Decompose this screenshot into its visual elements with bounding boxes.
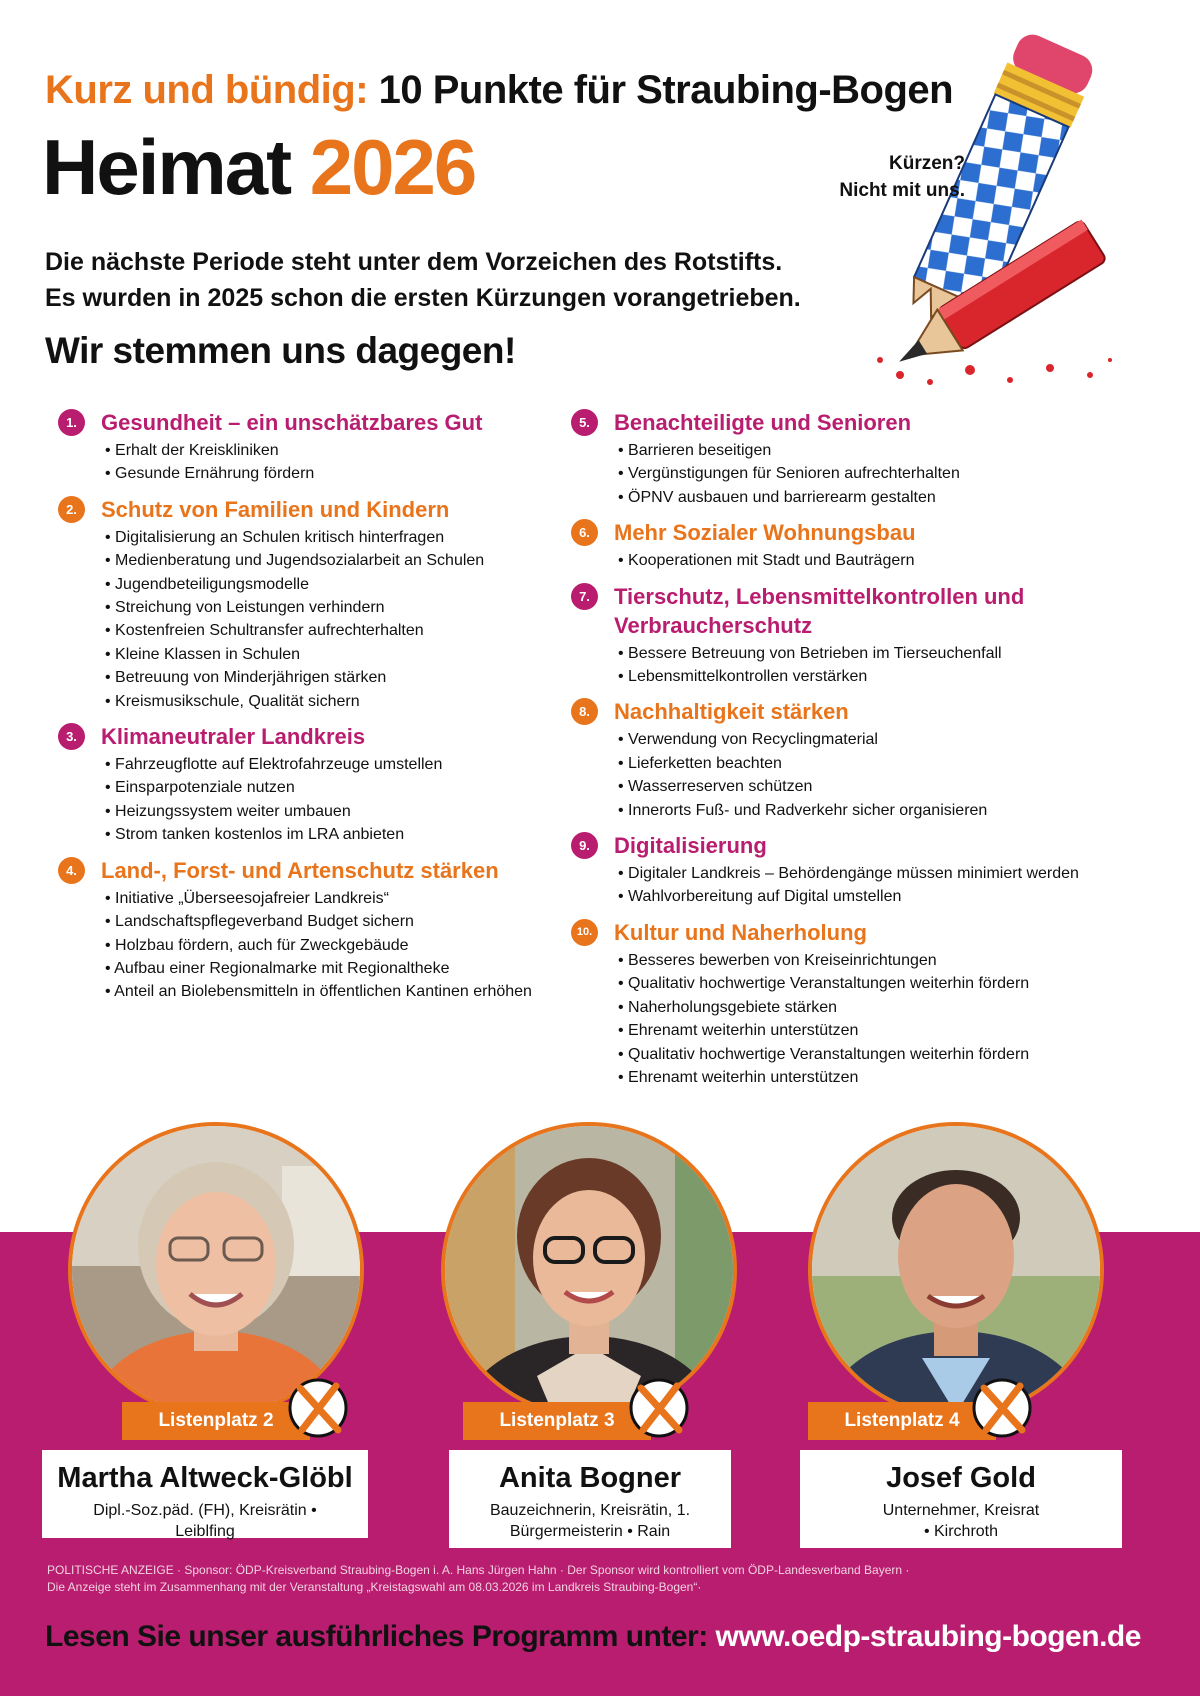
program-point xyxy=(571,697,1131,822)
program-point xyxy=(58,495,598,713)
point-item: • Erhalt der Kreiskliniken xyxy=(105,439,598,462)
program-point xyxy=(571,831,1131,909)
program-point-header xyxy=(571,831,1131,860)
point-title: Land-, Forst- und Artenschutz stärken xyxy=(101,857,499,883)
point-number-badge: 8. xyxy=(571,698,598,725)
point-item: • Betreuung von Minderjährigen stärken xyxy=(105,666,598,689)
legal-notice xyxy=(47,1562,1157,1596)
points-column-right xyxy=(571,408,1131,1098)
program-point-header xyxy=(571,408,1131,437)
point-number-badge: 1. xyxy=(58,409,85,436)
point-title: Nachhaltigkeit stärken xyxy=(614,699,849,725)
point-item-list xyxy=(618,439,1131,509)
program-point xyxy=(571,918,1131,1089)
point-number-badge: 7. xyxy=(571,583,598,610)
point-number-badge: 10. xyxy=(571,919,598,946)
point-item: • Anteil an Biolebensmitteln in öffentlichen Kantinen erhöhen xyxy=(105,980,598,1003)
point-item: • Innerorts Fuß- und Radverkehr sicher organisieren xyxy=(618,799,1131,822)
point-item: • Lebensmittelkontrollen verstärken xyxy=(618,665,1131,688)
candidate-photo xyxy=(441,1122,737,1418)
point-number-badge: 4. xyxy=(58,857,85,884)
point-item: • Kooperationen mit Stadt und Bauträgern xyxy=(618,549,1131,572)
program-point-header xyxy=(571,697,1131,726)
program-point xyxy=(571,408,1131,509)
point-item-list xyxy=(105,753,598,847)
point-item: • Bessere Betreuung von Betrieben im Tierseuchenfall xyxy=(618,642,1131,665)
list-place-tag: Listenplatz 4 xyxy=(808,1402,996,1440)
point-item-list xyxy=(105,526,598,713)
list-place-tag: Listenplatz 2 xyxy=(122,1402,310,1440)
pencil-caption-1: Kürzen? xyxy=(889,153,965,174)
point-item: • Lieferketten beachten xyxy=(618,752,1131,775)
slogan: Wir stemmen uns dagegen! xyxy=(45,330,516,371)
point-title: Schutz von Familien und Kindern xyxy=(101,496,450,522)
point-item: • Medienberatung und Jugendsozialarbeit an Schulen xyxy=(105,549,598,572)
footer-cta xyxy=(45,1620,1141,1654)
point-title: Tierschutz, Lebensmittelkontrollen und Verbraucherschutz xyxy=(614,583,1025,638)
point-item: • Qualitativ hochwertige Veranstaltungen weiterhin fördern xyxy=(618,1043,1131,1066)
title-main: Heimat xyxy=(42,123,291,211)
point-item: • Wahlvorbereitung auf Digital umstellen xyxy=(618,885,1131,908)
point-item-list xyxy=(618,549,1131,572)
title-year: 2026 xyxy=(309,123,476,211)
candidate-photo xyxy=(68,1122,364,1418)
point-number-badge: 2. xyxy=(58,496,85,523)
point-number-badge: 5. xyxy=(571,409,598,436)
point-item-list xyxy=(618,949,1131,1089)
point-item: • Holzbau fördern, auch für Zweckgebäude xyxy=(105,934,598,957)
legal-line-1: POLITISCHE ANZEIGE · Sponsor: ÖDP-Kreisverband Straubing-Bogen i. A. Hans Jürgen Hahn · Der Sponsor wird kontrolliert vom ÖDP-Landesverband Bayern · xyxy=(47,1563,910,1577)
point-item: • Kleine Klassen in Schulen xyxy=(105,643,598,666)
program-point xyxy=(571,582,1131,689)
pencil-illustration xyxy=(860,30,1140,400)
footer-cta-text: Lesen Sie unser ausführliches Programm unter: xyxy=(45,1620,708,1653)
program-point-header xyxy=(571,582,1131,640)
point-item: • Kostenfreien Schultransfer aufrechterhalten xyxy=(105,619,598,642)
point-item: • Verwendung von Recyclingmaterial xyxy=(618,728,1131,751)
program-point-header xyxy=(58,495,598,524)
point-item-list xyxy=(618,862,1131,909)
kicker-accent: Kurz und bündig: xyxy=(45,68,369,112)
ballot-cross-icon xyxy=(286,1376,350,1440)
candidate-name-card xyxy=(449,1450,731,1548)
point-number-badge: 9. xyxy=(571,832,598,859)
intro-text xyxy=(45,244,801,316)
program-point xyxy=(58,722,598,847)
candidate-description: Dipl.-Soz.päd. (FH), Kreisrätin • Leiblfing xyxy=(93,1502,317,1540)
intro-line-1: Die nächste Periode steht unter dem Vorzeichen des Rotstifts. xyxy=(45,248,783,276)
points-column-left xyxy=(58,408,598,1013)
point-title: Mehr Sozialer Wohnungsbau xyxy=(614,520,916,546)
page-title xyxy=(42,123,476,211)
program-point-header xyxy=(571,918,1131,947)
intro-line-2: Es wurden in 2025 schon die ersten Kürzungen vorangetrieben. xyxy=(45,284,801,312)
candidate-name-card xyxy=(800,1450,1122,1548)
point-item-list xyxy=(618,728,1131,822)
point-item: • Kreismusikschule, Qualität sichern xyxy=(105,690,598,713)
candidate-name: Anita Bogner xyxy=(498,1462,682,1494)
point-item: • Gesunde Ernährung fördern xyxy=(105,462,598,485)
program-point-header xyxy=(58,408,598,437)
program-point xyxy=(571,518,1131,572)
candidate-photo xyxy=(808,1122,1104,1418)
program-link[interactable]: www.oedp-straubing-bogen.de xyxy=(715,1620,1141,1653)
point-item-list xyxy=(105,439,598,486)
point-item: • Heizungssystem weiter umbauen xyxy=(105,800,598,823)
point-title: Klimaneutraler Landkreis xyxy=(101,724,366,750)
list-place-tag: Listenplatz 3 xyxy=(463,1402,651,1440)
point-item: • Strom tanken kostenlos im LRA anbieten xyxy=(105,823,598,846)
point-item: • Landschaftspflegeverband Budget sichern xyxy=(105,910,598,933)
point-item: • Wasserreserven schützen xyxy=(618,775,1131,798)
point-item: • Initiative „Überseesojafreier Landkreis“ xyxy=(105,887,598,910)
program-point xyxy=(58,856,598,1004)
point-item: • Vergünstigungen für Senioren aufrechterhalten xyxy=(618,462,1131,485)
point-item: • Naherholungsgebiete stärken xyxy=(618,996,1131,1019)
candidate-name: Martha Altweck-Glöbl xyxy=(57,1462,353,1494)
point-item: • Qualitativ hochwertige Veranstaltungen weiterhin fördern xyxy=(618,972,1131,995)
point-item: • Streichung von Leistungen verhindern xyxy=(105,596,598,619)
program-point-header xyxy=(571,518,1131,547)
point-item: • Digitalisierung an Schulen kritisch hinterfragen xyxy=(105,526,598,549)
candidate-description: Bauzeichnerin, Kreisrätin, 1. Bürgermeisterin • Rain xyxy=(489,1502,691,1540)
point-item-list xyxy=(105,887,598,1004)
point-item: • Digitaler Landkreis – Behördengänge müssen minimiert werden xyxy=(618,862,1131,885)
program-point-header xyxy=(58,722,598,751)
pencil-caption-2: Nicht mit uns. xyxy=(839,180,965,201)
legal-line-2: Die Anzeige steht im Zusammenhang mit der Veranstaltung „Kreistagswahl am 08.03.2026 im Landkreis Straubing-Bogen“· xyxy=(47,1580,702,1594)
program-point xyxy=(58,408,598,486)
point-item-list xyxy=(618,642,1131,689)
kicker-headline xyxy=(45,68,953,113)
point-item: • Aufbau einer Regionalmarke mit Regionaltheke xyxy=(105,957,598,980)
program-point-header xyxy=(58,856,598,885)
point-title: Benachteiligte und Senioren xyxy=(614,410,912,435)
kicker-rest: 10 Punkte für Straubing-Bogen xyxy=(378,68,954,112)
point-item: • Fahrzeugflotte auf Elektrofahrzeuge umstellen xyxy=(105,753,598,776)
point-title: Gesundheit – ein unschätzbares Gut xyxy=(101,410,483,435)
candidate-description: Unternehmer, Kreisrat • Kirchroth xyxy=(882,1502,1040,1540)
point-item: • Jugendbeteiligungsmodelle xyxy=(105,573,598,596)
point-item: • Besseres bewerben von Kreiseinrichtungen xyxy=(618,949,1131,972)
candidate-name: Josef Gold xyxy=(886,1462,1036,1494)
point-item: • ÖPNV ausbauen und barrierearm gestalten xyxy=(618,486,1131,509)
ballot-cross-icon xyxy=(627,1376,691,1440)
point-number-badge: 6. xyxy=(571,519,598,546)
point-title: Digitalisierung xyxy=(614,833,767,859)
point-item: • Ehrenamt weiterhin unterstützen xyxy=(618,1019,1131,1042)
candidate-name-card xyxy=(42,1450,368,1538)
point-item: • Einsparpotenziale nutzen xyxy=(105,776,598,799)
point-item: • Barrieren beseitigen xyxy=(618,439,1131,462)
ballot-cross-icon xyxy=(970,1376,1034,1440)
point-title: Kultur und Naherholung xyxy=(614,919,867,945)
point-item: • Ehrenamt weiterhin unterstützen xyxy=(618,1066,1131,1089)
point-number-badge: 3. xyxy=(58,723,85,750)
pencil-caption xyxy=(800,150,965,204)
